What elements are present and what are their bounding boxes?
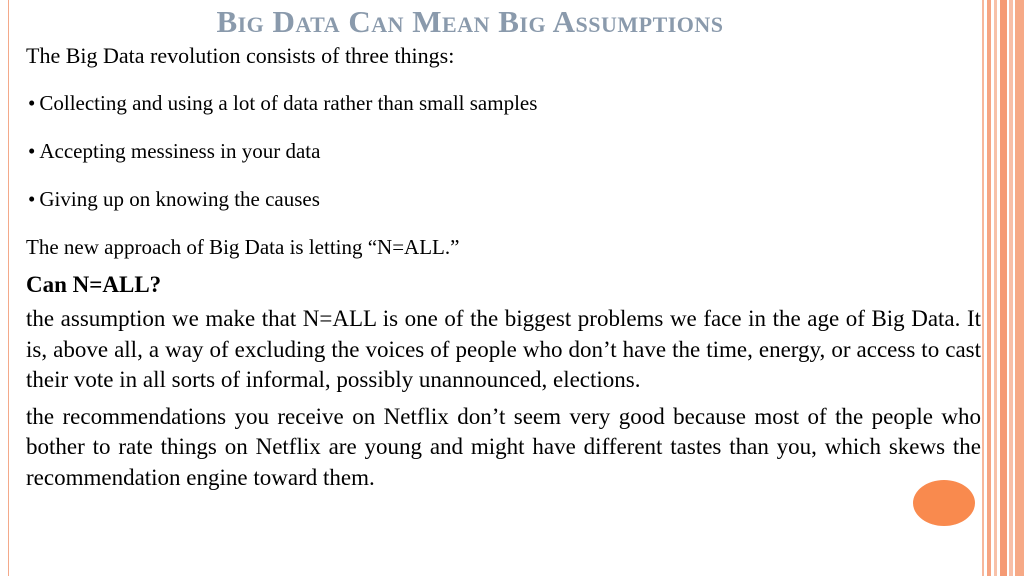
- stripe: [987, 0, 992, 576]
- bullet-text: Giving up on knowing the causes: [39, 187, 320, 211]
- bullet-dot: •: [28, 139, 36, 163]
- stripe: [994, 0, 997, 576]
- bullet-dot: •: [28, 187, 36, 211]
- body-paragraph: the recommendations you receive on Netflix don’t seem very good because most of the people who bother to rate things on Netflix are young and might have different tastes than you, which skews the recommendation engine toward them.: [26, 403, 981, 490]
- bullet-item: [28, 90, 981, 116]
- decorative-stripes: [982, 0, 1024, 576]
- stripe: [982, 0, 984, 576]
- bullet-item: [28, 186, 981, 212]
- intro-text: The Big Data revolution consists of three things:: [26, 43, 455, 68]
- bullet-text: Accepting messiness in your data: [39, 139, 321, 163]
- bullet-text: Collecting and using a lot of data rather than small samples: [39, 91, 538, 115]
- stripe: [1000, 0, 1007, 576]
- slide-title: Big Data Can Mean Big Assumptions: [216, 4, 724, 39]
- bullet-dot: •: [28, 91, 36, 115]
- orange-circle-decoration: [913, 480, 975, 526]
- question-heading: Can N=ALL?: [26, 272, 162, 297]
- bullet-item: [28, 138, 981, 164]
- body-paragraph: the assumption we make that N=ALL is one of the biggest problems we face in the age of Big Data. It is, above all, a way of excluding the voices of people who don’t have the time, energy, or access to cast their vote in all sorts of informal, possibly unannounced, elections.: [26, 306, 981, 392]
- stripe: [1009, 0, 1013, 576]
- left-border-line: [8, 0, 9, 576]
- new-approach-text: The new approach of Big Data is letting “N=ALL.”: [26, 235, 460, 259]
- stripe: [1015, 0, 1024, 576]
- slide-content: [26, 42, 981, 499]
